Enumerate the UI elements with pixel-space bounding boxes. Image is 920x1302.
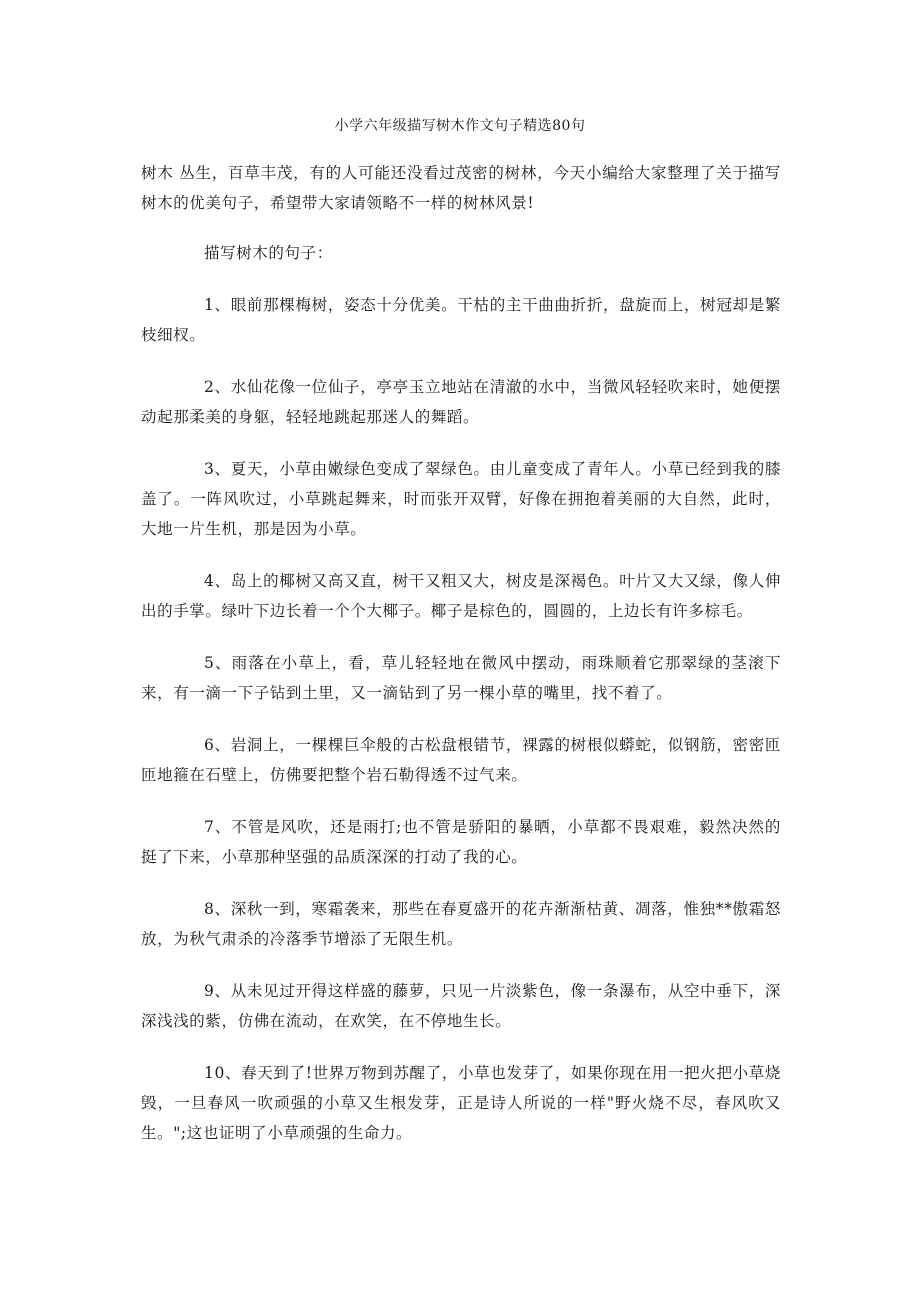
list-item: 8、深秋一到，寒霜袭来，那些在春夏盛开的花卉渐渐枯黄、凋落，惟独**傲霜怒放，为秋气肃杀的冷落季节增添了无限生机。 xyxy=(141,900,781,948)
intro-paragraph: 树木 丛生，百草丰茂，有的人可能还没看过茂密的树林，今天小编给大家整理了关于描写树木的优美句子，希望带大家请领略不一样的树林风景! xyxy=(141,164,781,212)
list-item: 10、春天到了!世界万物到苏醒了，小草也发芽了，如果你现在用一把火把小草烧毁，一旦春风一吹顽强的小草又生根发芽，正是诗人所说的一样"野火烧不尽，春风吹又生。";这也证明了小草顽强的生命力。 xyxy=(141,1064,781,1142)
list-item: 7、不管是风吹，还是雨打;也不管是骄阳的暴晒，小草都不畏艰难，毅然决然的挺了下来，小草那种坚强的品质深深的打动了我的心。 xyxy=(141,818,781,866)
list-item: 6、岩洞上，一棵棵巨伞般的古松盘根错节，裸露的树根似蟒蛇，似钢筋，密密匝匝地箍在石壁上，仿佛要把整个岩石勒得透不过气来。 xyxy=(141,736,781,784)
section-heading: 描写树木的句子： xyxy=(204,244,333,262)
list-item: 4、岛上的椰树又高又直，树干又粗又大，树皮是深褐色。叶片又大又绿，像人伸出的手掌。绿叶下边长着一个个大椰子。椰子是棕色的，圆圆的，上边长有许多棕毛。 xyxy=(141,572,781,620)
list-item: 3、夏天，小草由嫩绿色变成了翠绿色。由儿童变成了青年人。小草已经到我的膝盖了。一阵风吹过，小草跳起舞来，时而张开双臂，好像在拥抱着美丽的大自然，此时，大地一片生机，那是因为小草。 xyxy=(141,460,781,538)
list-item: 1、眼前那棵梅树，姿态十分优美。干枯的主干曲曲折折，盘旋而上，树冠却是繁枝细杈。 xyxy=(141,296,781,344)
list-item: 5、雨落在小草上，看，草儿轻轻地在微风中摆动，雨珠顺着它那翠绿的茎滚下来，有一滴一下子钻到土里，又一滴钻到了另一棵小草的嘴里，找不着了。 xyxy=(141,654,781,702)
document-title: 小学六年级描写树木作文句子精选80句 xyxy=(334,118,586,134)
sentence-list xyxy=(141,290,781,1170)
list-item: 2、水仙花像一位仙子，亭亭玉立地站在清澈的水中，当微风轻轻吹来时，她便摆动起那柔美的身躯，轻轻地跳起那迷人的舞蹈。 xyxy=(141,378,781,426)
list-item: 9、从未见过开得这样盛的藤萝，只见一片淡紫色，像一条瀑布，从空中垂下，深深浅浅的紫，仿佛在流动，在欢笑，在不停地生长。 xyxy=(141,982,781,1030)
